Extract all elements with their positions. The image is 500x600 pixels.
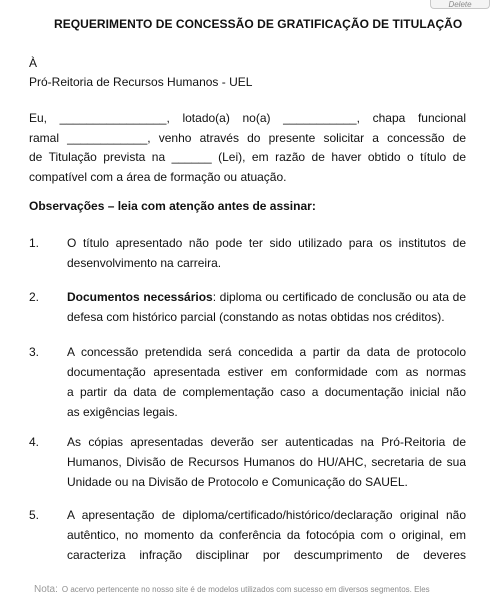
request-paragraph xyxy=(29,109,466,187)
item-line: A concessão pretendida será concedida a partir da data de protocolo xyxy=(67,345,466,359)
item-number: 4. xyxy=(29,435,40,449)
request-line: ramal ____________, venho através do presente solicitar a concessão de xyxy=(29,130,466,145)
item-line xyxy=(67,287,466,307)
observation-item xyxy=(29,233,466,273)
item-line: caracteriza infração disciplinar por descumprimento de deveres xyxy=(67,548,466,562)
item-line: As cópias apresentadas deverão ser autenticadas na Pró-Reitoria de xyxy=(67,435,466,449)
footer-note-text: O acervo pertencente no nosso site é de modelos utilizados com sucesso em diversos segmentos. Eles xyxy=(61,585,430,594)
item-number: 3. xyxy=(29,345,40,359)
addressee-prefix: À xyxy=(29,56,38,70)
footer-note-label: Nota: xyxy=(34,584,58,595)
request-line: Eu, ________________, lotado(a) no(a) ___________, chapa funcional xyxy=(29,111,466,125)
request-line: compatível com a área de formação ou atuação. xyxy=(29,169,287,184)
addressee: Pró-Reitoria de Recursos Humanos - UEL xyxy=(29,75,253,89)
observation-item xyxy=(29,432,466,492)
observations-heading: Observações – leia com atenção antes de assinar: xyxy=(29,199,316,213)
item-line: O título apresentado não pode ter sido utilizado para os institutos de xyxy=(67,236,466,250)
item-line-rest: : diploma ou certificado de conclusão ou ata de xyxy=(212,290,466,304)
item-line: autêntico, no momento da conferência da fotocópia com o original, em xyxy=(67,528,466,542)
observation-item xyxy=(29,505,466,565)
item-line: Unidade ou na Divisão de Protocolo e Comunicação do SAUEL. xyxy=(67,475,408,489)
item-number: 2. xyxy=(29,290,40,304)
observation-item xyxy=(29,342,466,422)
item-line: desenvolvimento na carreira. xyxy=(67,256,222,270)
footer-note xyxy=(34,584,500,600)
item-line: documentação apresentada estiver em conformidade com as normas xyxy=(67,365,466,379)
request-line: de Titulação prevista na ______ (Lei), em razão de haver obtido o título de xyxy=(29,150,466,164)
item-line: Humanos, Divisão de Recursos Humanos do HU/AHC, secretaria de sua xyxy=(67,455,466,469)
delete-button[interactable]: Delete xyxy=(430,0,490,9)
item-line: a partir da data de complementação caso a documentação inicial não xyxy=(67,385,466,399)
item-number: 1. xyxy=(29,236,40,250)
item-number: 5. xyxy=(29,508,40,522)
item-line: defesa com histórico parcial (constando as notas obtidas nos créditos). xyxy=(67,310,445,324)
item-line: A apresentação de diploma/certificado/histórico/declaração original não xyxy=(67,508,466,522)
observation-item xyxy=(29,287,466,327)
document-title: REQUERIMENTO DE CONCESSÃO DE GRATIFICAÇÃO DE TITULAÇÃO xyxy=(54,17,463,31)
item-line: as exigências legais. xyxy=(67,405,178,419)
required-documents-label: Documentos necessários xyxy=(67,290,213,304)
